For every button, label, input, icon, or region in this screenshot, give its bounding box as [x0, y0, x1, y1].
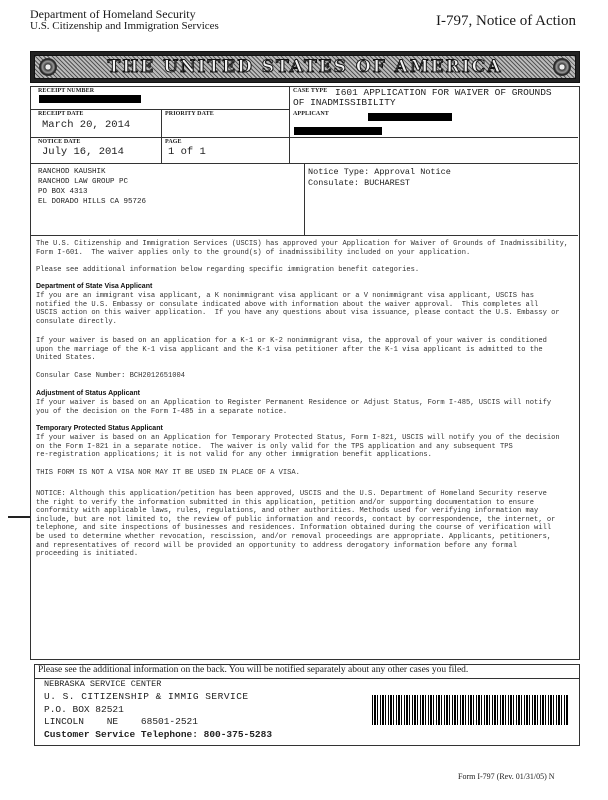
address-line-3: PO BOX 4313 — [38, 188, 88, 196]
consulate: Consulate: BUCHAREST — [308, 178, 411, 188]
form-title: I-797, Notice of Action — [436, 13, 576, 29]
case-type-label: CASE TYPE — [293, 88, 328, 94]
case-type-value-line1: I601 APPLICATION FOR WAIVER OF GROUNDS — [335, 87, 552, 98]
divider — [304, 163, 305, 235]
divider — [30, 109, 289, 110]
priority-date-label: PRIORITY DATE — [165, 111, 214, 117]
notice-date-value: July 16, 2014 — [42, 146, 124, 158]
service-center-agency: U. S. CITIZENSHIP & IMMIG SERVICE — [44, 691, 249, 702]
divider — [161, 109, 162, 163]
tps-paragraph: If your waiver is based on an Application for Temporary Protected Status, Form I-821, USCIS will notify you of the decision on the Form I-821 in a separate notice. The waiver is only valid for the TPS application and any subsequent TPS re-registration applications; it is not valid for any other immigration benefit applications. — [36, 434, 560, 460]
address-line-2: RANCHOD LAW GROUP PC — [38, 178, 129, 186]
intro-paragraph: The U.S. Citizenship and Immigration Services (USCIS) has approved your Application for Waiver of Grounds of Inadmissibility, Form I-601. The waiver applies only to the ground(s) of inadmissibility included on your application. — [36, 240, 569, 257]
form-number: Form I-797 (Rev. 01/31/05) N — [458, 772, 555, 781]
notice-date-label: NOTICE DATE — [38, 139, 81, 145]
address-line-4: EL DORADO HILLS CA 95726 — [38, 198, 147, 206]
divider — [289, 86, 290, 163]
applicant-label: APPLICANT — [293, 111, 329, 117]
agency-subname: U.S. Citizenship and Immigration Services — [30, 20, 219, 32]
banner-text: THE UNITED STATES OF AMERICA — [107, 57, 503, 77]
receipt-number-label: RECEIPT NUMBER — [38, 88, 95, 94]
margin-mark — [8, 516, 30, 518]
aos-paragraph: If your waiver is based on an Application to Register Permanent Residence or Adjust Status, Form I-485, USCIS will notify you of the decision on the Form I-485 in a separate notice. — [36, 399, 552, 416]
receipt-number-redaction — [39, 95, 141, 103]
service-center-pobox: P.O. BOX 82521 — [44, 704, 124, 715]
agency-name: Department of Homeland Security — [30, 7, 196, 21]
address-line-1: RANCHOD KAUSHIK — [38, 168, 106, 176]
notice-paragraph: NOTICE: Although this application/petition has been approved, USCIS and the U.S. Department of Homeland Security reserve the right to verify the information submitted in this application, petition and/or supporting documentation to ensure conformity with applicable laws, rules, regulations, and other authorities. Methods used for verifying information may include, but are not limited to, the review of public information and records, contact by correspondence, the internet, or telephone, and site inspections of businesses and residences. Information obtained during the course of verification will be used to determine whether revocation, rescission, and/or removal proceedings are appropriate. Applicants, petitioners, and representatives of record will be provided an opportunity to address derogatory information before any formal proceeding is initiated. — [36, 490, 556, 559]
usa-banner — [30, 51, 580, 83]
case-type-value-line2: OF INADMISSIBILITY — [293, 97, 396, 108]
page-label: PAGE — [165, 139, 182, 145]
dos-paragraph-1: If you are an immigrant visa applicant, a K nonimmigrant visa applicant or a V nonimmigrant visa applicant, USCIS has notified the U.S. Embassy or consulate indicated above with information about the waiver approval. This completes all USCIS action on this waiver application. If you have any questions about visa issuance, please contact the U.S. Embassy or consulate directly. — [36, 292, 560, 326]
receipt-date-value: March 20, 2014 — [42, 119, 131, 131]
service-center-city: LINCOLN NE 68501-2521 — [44, 716, 198, 727]
see-additional-info: Please see additional information below regarding specific immigration benefit categories. — [36, 266, 420, 274]
receipt-date-label: RECEIPT DATE — [38, 111, 84, 117]
dos-heading: Department of State Visa Applicant — [36, 283, 153, 290]
divider — [30, 137, 578, 138]
page-value: 1 of 1 — [168, 146, 206, 158]
notice-type: Notice Type: Approval Notice — [308, 167, 451, 177]
customer-service-phone: Customer Service Telephone: 800-375-5283 — [44, 729, 273, 740]
tps-heading: Temporary Protected Status Applicant — [36, 425, 163, 432]
dos-paragraph-2: If your waiver is based on an application for a K-1 or K-2 nonimmigrant visa, the approval of your waiver is conditioned upon the marriage of the K-1 visa applicant and the K-1 visa petitioner after the K-1 visa applicant is admitted to the United States. — [36, 337, 547, 363]
barcode — [372, 695, 568, 725]
divider — [30, 235, 578, 236]
service-center-name: NEBRASKA SERVICE CENTER — [44, 679, 162, 689]
consular-case-number: Consular Case Number: BCH2012651004 — [36, 372, 185, 380]
see-back-notice: Please see the additional information on the back. You will be notified separately about any other cases you filed. — [38, 665, 469, 675]
aos-heading: Adjustment of Status Applicant — [36, 390, 140, 397]
applicant-redaction-2 — [294, 127, 382, 135]
not-a-visa-statement: THIS FORM IS NOT A VISA NOR MAY IT BE USED IN PLACE OF A VISA. — [36, 469, 300, 477]
applicant-redaction-1 — [368, 113, 452, 121]
